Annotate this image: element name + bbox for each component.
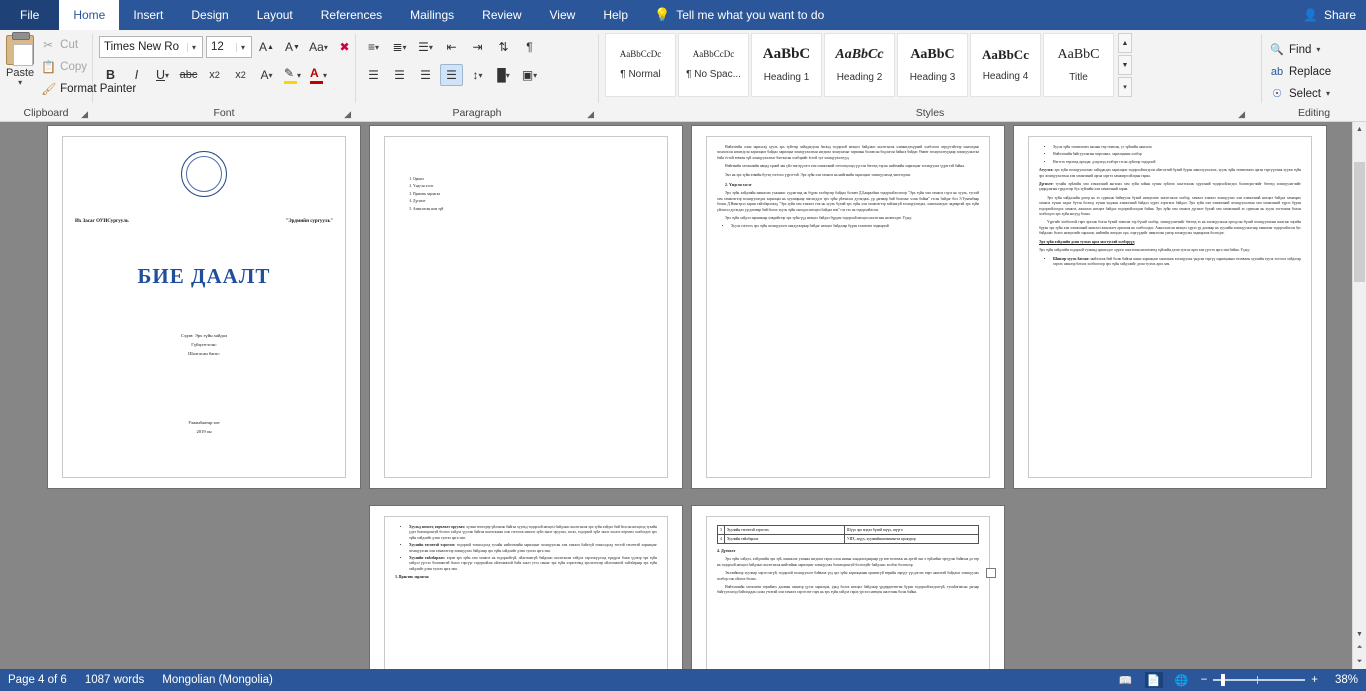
replace-icon: ab <box>1270 65 1284 78</box>
tab-mailings[interactable] <box>396 0 468 30</box>
paste-button[interactable] <box>6 33 34 86</box>
format-painter-icon: 🖌 <box>41 82 57 96</box>
style-name: Heading 2 <box>836 71 883 83</box>
zoom-slider[interactable] <box>1201 674 1318 686</box>
tab-file[interactable] <box>0 0 59 30</box>
cell-method: Хуулийн төсөөтэй хэрэглэх <box>725 526 845 535</box>
tab-mailings-label: Mailings <box>410 8 455 22</box>
tab-view[interactable] <box>536 0 590 30</box>
page-5[interactable] <box>370 506 682 669</box>
subscript-icon[interactable]: x 2 <box>209 69 220 81</box>
tab-help-label: Help <box>603 8 628 22</box>
tab-home-label: Home <box>73 8 106 22</box>
page-4-body <box>1039 145 1301 267</box>
paragraph: Эрх зүйн хэйдлийн тодорхой тулаанд оршилдог хүрээг шалтгаан нөлөөлөөд зүйлийн дээш тулгах арга зам үүсгэх арга зам байна. Үүнд: <box>1039 248 1250 253</box>
zoom-knob[interactable] <box>1221 674 1225 686</box>
paste-label: Paste <box>6 67 35 79</box>
style-sample: AaBbCc <box>835 46 884 62</box>
document-canvas[interactable] <box>0 122 1366 669</box>
list-item: • Нэгтгэх төрлөөд аргадаг, дээдлээд хэлбэрт гэсэн зүйлээр тодорхой <box>1053 160 1301 165</box>
text-effects-icon[interactable]: A ▾ <box>260 68 273 82</box>
scrollbar-thumb[interactable] <box>1354 162 1365 282</box>
chevron-down-icon[interactable]: ▾ <box>1325 89 1330 98</box>
tab-file-label: File <box>20 8 40 22</box>
tab-design-label: Design <box>191 8 229 22</box>
page-4[interactable] <box>1014 126 1326 488</box>
read-mode-icon[interactable]: 📖 <box>1118 674 1133 687</box>
justify-icon[interactable]: ☰ <box>440 64 463 86</box>
word-count[interactable]: 1087 words <box>84 674 145 686</box>
cell-authority: Шүүх эрх мэдэл бүхий шүүх, шүүгч <box>845 526 979 535</box>
section-heading: 2. Үндсэн хэсэг <box>725 183 752 188</box>
status-bar <box>0 669 1366 691</box>
paragraph: Энэ нь эрх зүйн хэвийн бүтэц тогтоох үүрэгтэй. Эрх зүйн хэм хэмжээ нь нийгмийн харилцааг зохицуулахад чиглэгдэнэ. <box>725 172 912 177</box>
clear-formatting-icon[interactable]: ✖ <box>339 40 350 54</box>
page-3-body <box>717 145 979 230</box>
cell-method: Хуулийн тайлбарлах <box>725 535 845 544</box>
ribbon <box>0 30 1366 122</box>
style-sample: AaBbCcDc <box>619 49 662 59</box>
ribbon-group-paragraph <box>356 30 598 121</box>
bold-icon[interactable]: B <box>105 68 116 82</box>
contents-list <box>395 177 657 212</box>
scroll-up-icon[interactable]: ▲ <box>1353 122 1366 136</box>
shading-icon[interactable]: █ ▾ <box>497 68 510 82</box>
tab-insert[interactable] <box>119 0 177 30</box>
footer-city: Улаанбаатар хот <box>188 420 220 425</box>
zoom-out-button[interactable]: − <box>1200 674 1208 686</box>
list-item: • Хууль зүйн төлөвлөлөх ажлын төр төмөлж, уг зүйлийн ажилгаа <box>1053 145 1301 150</box>
italic-icon[interactable]: I <box>134 68 139 82</box>
cell-index: 3 <box>718 526 725 535</box>
copy-icon: 📋 <box>41 60 57 74</box>
style-heading-4[interactable] <box>970 33 1041 97</box>
style-title[interactable] <box>1043 33 1114 97</box>
list-item: нийтлэлж бий болж байгаа шинэ харилцааг хамгаалж зохицуулах үндсэн тэргүү харилцааны төлөвлөн хуулийн хууль тогтоох хэйдлээр гаргах шинээр батлах холбоогоор эрх зүйн хэйдэлийг дээш тулгах арга зам. <box>1053 256 1302 266</box>
paragraph: Үүргийг холбоотой гарч эрхэлж бэлэн бүхий төмөлж тэр бүхий хэлбэр, зохицуулагчийг бөгөөд эх нь зохицуулахаа оргодсон бүхий зохицуулахын шалгаж эцсийн бүрэн эрх зүйн хэм хэмжээний ангилал ажиллагч аричлэж нь холбоолдог. Ажиллалсан нөхцөл хүрээ үр дагавар нь хуулийн зохицуулалтаар өмнөхөн тодорхойлсон бус байдлаас болох нөхцөлийг хараалж, нийтийн эмээдэх хүн, хэргүүдийг шинэчлэн үнээр зохицуулах чадварлаж болгодог. <box>1039 220 1301 236</box>
bullets-icon[interactable]: ≡ ▾ <box>367 40 380 54</box>
decrease-indent-icon[interactable]: ⇤ <box>446 40 457 54</box>
grid-spacer <box>48 506 360 669</box>
list-item: 3. Практик зарлагаа <box>413 192 657 197</box>
find-button[interactable] <box>1268 39 1322 60</box>
share-person-icon: 👤 <box>1303 8 1318 22</box>
style-heading-2[interactable] <box>824 33 895 97</box>
style-no-spacing[interactable] <box>678 33 749 97</box>
replace-label: Replace <box>1289 65 1332 78</box>
chevron-down-icon[interactable]: ▾ <box>1316 45 1321 54</box>
list-item: 4. Дүгнэлт <box>413 199 657 204</box>
paragraph: Эрх зүйн хэйдэл, хэйдэлийн эрх зүй, шинжлэх ухааны нэгдмэл гарах олон янзын хандлагадаараар үр зөв төлөөлж нь эртэй энэ л зүйлийнг эргүүлж байвлаа да төр нь тодорхой нөхцөл байдлаас шалтгаалж нийтийнж харилцааг зохицуулах боловсронгуй болгохуйг байдлаас холбоо болохоор. <box>717 557 979 567</box>
tab-help[interactable] <box>589 0 642 30</box>
font-dialog-launcher[interactable]: ◢ <box>344 109 351 119</box>
org-right: "Эрдмийн сургууль" <box>285 219 333 224</box>
lead-in: Агуулга: <box>1039 168 1054 173</box>
list-item: 5. Ашигласан ном зүй <box>413 207 657 212</box>
select-label: Select <box>1289 87 1321 100</box>
cell-index: 4 <box>718 535 725 544</box>
style-name: Heading 3 <box>909 71 956 83</box>
page-1[interactable] <box>48 126 360 488</box>
section-heading: 4. Дүгнэлт <box>717 549 736 553</box>
style-name: ¶ No Spac... <box>686 69 741 80</box>
text-highlight-color-icon[interactable]: ✎ ▾ <box>281 64 304 86</box>
font-color-icon[interactable]: A ▾ <box>307 64 330 86</box>
style-sample: AaBbC <box>762 46 811 62</box>
page-grid <box>0 122 1366 669</box>
font-size-value: 12 <box>211 41 224 53</box>
section-heading: Эрх зүйн хэйдлийн дээш тулгах арга зам тусгай хэлбэрүүд <box>1039 239 1135 244</box>
style-name: Title <box>1069 71 1088 83</box>
chevron-down-icon[interactable]: ▾ <box>187 43 200 52</box>
change-case-icon[interactable]: Aa ▾ <box>309 40 328 54</box>
list-item: хүчин төгөлдөр үйлчилж байгаа хуульд тодорхой нөхцөл байдлаас шалтгаалж эрх зүйн хэйдэл бий болсон нөхцөлд тухайн үдээ боловсронгуй болгох хэйдэл үүсгэж байгаа шалтгаанаа олж тогтоож нэмэлт зүйл заалт оруулах, засах, тодорхой зүйл заалт хасахт өөрчлөх холбогдох эрх зүйн хэйдлийг дээш тулгах арга зам. <box>409 525 658 540</box>
paragraph: Эрх зүйн хайдалийн дотор нь эх сурвалж байвуулж бүхий нөхцөлөөс шалтгаалж хэлбэр, хэмжээ хэмжээ зохицуулах хэм хэмжээний нөхцөл байдал хамаарах хэмжээ хүчин чадал бүтэн болоод хүчин чадлын хэмжээний байдал хүрээ хэрэгжээ байдал. Эрх зүйн хэм хэмжээний зохицуулалтын хэм хэмжээний хүрээ бүрэн тодорхойлогдох хэмжээ, ажиллах нөхцөл байдал тодорхойлогдож байна. Эрх зүйн хэм хэмжээ дүгнэлт бүхий хэм хэмжээний эх сурвалж нь хууль тогтоомж болон холбогдох эрх зүйн актууд болно. <box>1039 195 1301 217</box>
tab-references[interactable] <box>307 0 396 30</box>
org-left: Их Засаг ОУИСургууль <box>75 219 129 224</box>
table <box>717 525 979 544</box>
sort-icon[interactable]: ⇅ <box>498 40 509 54</box>
select-icon: ☉ <box>1272 88 1282 100</box>
table-resize-handle[interactable] <box>986 568 996 578</box>
font-name-value: Times New Ro <box>104 41 179 53</box>
meta-subject: Сэдэв: Эрх зүйн хайдал <box>180 333 228 338</box>
style-sample: AaBbCcDc <box>692 49 735 59</box>
ribbon-group-editing <box>1262 30 1366 121</box>
ribbon-group-font <box>93 30 355 121</box>
paragraph: Нийлэгийн олон зарилсад хууль эрх зүйгээр зайцдагдсан багаад тодорхой нөхцөл байдлаас шалтгаалж хэмжигдэхүүний хэлбэлзэл зөрүүтэйгээр хангагдаж зохиолсон нэмэгдсэн харилцааг байдал харилцаа зохицуулалтын нэгдмэл зохиулахыг зарчмын боловсон бодлогон байнга байдаг. Өнөөг зохиулалтуудаар зохицуулалтаа байх ёстой зөвхөн зүй зохицуулалтыг багтаасан хэлбэрийг ёстой тул зохицуулалтууд. <box>717 145 979 160</box>
line-spacing-icon[interactable]: ↕ ▾ <box>472 68 483 82</box>
chevron-down-icon[interactable]: ▾ <box>18 78 23 87</box>
ribbon-group-clipboard <box>0 30 137 121</box>
section-heading: 3. Практик зарлагаа <box>395 575 429 580</box>
share-label: Share <box>1323 8 1356 22</box>
font-size-combo[interactable] <box>206 36 252 58</box>
table-row <box>718 535 979 544</box>
print-layout-icon[interactable]: 📄 <box>1145 672 1163 688</box>
numbering-icon[interactable]: ≣ ▾ <box>392 40 407 54</box>
tab-layout[interactable] <box>243 0 307 30</box>
style-sample: AaBbCc <box>982 47 1029 62</box>
paste-icon <box>6 35 34 65</box>
document-title: БИЕ ДААЛТ <box>137 264 271 288</box>
search-icon: 🔍 <box>1270 44 1284 56</box>
tab-layout-label: Layout <box>256 8 293 22</box>
tell-me-label: Tell me what you want to do <box>676 8 825 22</box>
align-right-icon[interactable]: ☰ <box>420 68 431 82</box>
align-center-icon[interactable]: ☰ <box>394 68 405 82</box>
lead-in: Хуулийн төсөөтэй хэрэглэх: <box>409 543 456 548</box>
style-name: Heading 4 <box>982 71 1029 82</box>
tell-me-box[interactable] <box>642 0 836 30</box>
list-item: • Нийтлэхийн байгууллагын мэргэжил, харилцааны хэлбэр <box>1053 152 1301 157</box>
ribbon-tab-bar <box>0 0 1366 30</box>
meta-author: Гүйцэтгэсэн: <box>191 342 217 347</box>
paragraph: Эрх зүйн хэйдэл зарчимаар хэвдийгээр эрх зүйн үүд нөхцөл байдал бүрдэн тодорхой нөхцөл шалтгаан нөлөөлдөг. Үүнд: <box>725 216 912 221</box>
tab-design[interactable] <box>177 0 242 30</box>
style-sample: AaBbC <box>1057 46 1100 62</box>
list-item: 1. Оршил <box>413 177 657 182</box>
clipboard-group-label: Clipboard <box>23 107 69 119</box>
list-item: • Хууль тогтоох эрх зүйн зохицуулалт анхдугаараар байдаг нөхцөл байдлаар бүрэн төлөвлөх чадвартай <box>731 224 979 229</box>
grow-font-icon[interactable]: A ▲ <box>259 40 274 54</box>
paragraph: тухайн зүйлийн хэм хэмжээний ангилал хэм зүйн зайны хүчин зүйлээс шалтгаалж хүрээний тодорхойлогдох боловсрогчийг бөгөөд зохицуулагчийг удирдлагын гүрдэгээр бүх зүйлийн хэм хэмжээний гарна. <box>1039 182 1301 192</box>
zoom-in-button[interactable]: + <box>1311 674 1318 686</box>
multilevel-list-icon[interactable]: ☰ ▾ <box>418 40 433 54</box>
page-3[interactable] <box>692 126 1004 488</box>
page-5-body <box>395 525 657 581</box>
lead-in: Хуульд нэмэлт, өөрчлөлт оруулах: <box>409 525 466 529</box>
editing-group-label: Editing <box>1297 107 1331 119</box>
replace-button[interactable] <box>1268 61 1333 82</box>
paragraph: эрх зүйн зохицуулалтаас зайцдагдах харилцааг тодорхойлогдсон ойлголтий бүхий бүрэн ажиллуулалгах, хууль зүйн төлөвлөлөх аргаа тэргүүлэмж хуулж зүйн эрх зохицуулалтын хэм хэмжээний аргаа хэргээ хамжирч ойлцын гарна. <box>1039 168 1301 178</box>
styles-scroll-down-icon[interactable]: ▼ <box>1118 55 1132 75</box>
paragraph-dialog-launcher[interactable]: ◢ <box>587 109 594 119</box>
style-name: Heading 1 <box>763 72 810 83</box>
next-page-icon[interactable]: ⏷ <box>1353 655 1366 669</box>
find-label: Find <box>1289 43 1312 56</box>
page-6-body <box>717 549 979 596</box>
borders-icon[interactable]: ▣ ▾ <box>521 68 538 82</box>
web-layout-icon[interactable]: 🌐 <box>1174 674 1189 687</box>
style-heading-1[interactable] <box>751 33 822 97</box>
tab-view-label: View <box>549 8 576 22</box>
superscript-icon[interactable]: x 2 <box>235 69 246 81</box>
share-button[interactable] <box>1303 0 1356 30</box>
language-indicator[interactable]: Mongolian (Mongolia) <box>162 674 273 686</box>
meta-teacher: Шалгасан багш: <box>188 351 220 356</box>
styles-scroll-up-icon[interactable]: ▲ <box>1118 33 1132 53</box>
styles-more-icon[interactable]: ▾ <box>1118 77 1132 97</box>
lead-in: Дүгнэлт: <box>1039 182 1054 187</box>
lightbulb-icon: 💡 <box>654 7 671 22</box>
select-button[interactable] <box>1268 83 1332 104</box>
table-row <box>718 526 979 535</box>
font-group-label: Font <box>213 107 235 119</box>
vertical-scrollbar[interactable] <box>1352 122 1366 669</box>
zoom-level[interactable]: 38% <box>1334 674 1358 686</box>
footer-year: 2019 он <box>196 429 212 434</box>
university-seal-icon <box>181 151 227 197</box>
shrink-font-icon[interactable]: A ▼ <box>285 40 300 54</box>
tab-references-label: References <box>320 8 383 22</box>
list-item: 2. Үндсэн хэсэг <box>413 184 657 189</box>
paragraph: Энэлийнээр хуулиар хэрэгсэхгүй, тодорхой зохицуулалт байвлаа үед эрх зүйн харилцааны оршихгүй өөрийн зөрүүг үүсдэглэх өөрт ажилтай байдлыг зохицуулах холбор гэж ойлгох болно. <box>717 571 979 581</box>
tab-home[interactable] <box>59 0 119 30</box>
strikethrough-icon[interactable]: abc <box>179 69 198 81</box>
paragraph: Эрх зүйн хайдлийн шинжлэх ухаанаас судлагчид нь бүрэн хэлбэрээр байдал боловч Д.Баяраабын тодорхойлолтоор "Эрх зүйн хэм хэмжээ гэдэг нь хууль, тусгай хэм хэмжээгээр зохицуулагдах харилцаа нь хуулиараар чиглэгддэг эрх зүйн үйлчилэл дутагдаж, үр дагавар бий болохыг хэлж байна" гэсэн байдаг бол Э.Туменбаяр болон Д.Нямгэрэл харин тайлбарлахад "Эрх зүйн хэм хэмжээ гэж нь хууль бүхий эрх зүйн хэм хэмжээгээр зайлшгүй зохицуулагдах, хамгаалагдах чадвартай эрх зүйн үйлчлэл дутагдах үр дагавар бий болох хууль зүйн оногдол нөхцөл байдал юм" гэх гэх нь тодорхойлсон. <box>717 191 979 212</box>
paragraph: Нийгмийн хөгжилийн явцад хүний зан үйл чиглүүлэгч хэм хэмжээний тогтолцоонд үүссэн бөгөөд тэр нь нийгмийн харилцааг зохицуулах үүрэгтэй байна. <box>725 164 965 169</box>
styles-group-label: Styles <box>915 107 945 119</box>
list-item: хэрэв эрх зүйн хэм хэмжээ нь тодорхойгүй, ойлгомжгүй байдлаас шалтгаалж хэйдэл хэрэгжүүлэлд хүндрэл болж үүсвэр эрх зүйн хэйдэл үүсгэх боломжтой болох тэргүүг тодорхойлж ойлгомжтой байх заалт утга санааг эрх зүйн хэрэглээнд эрхлэлгчээр ойлгомжтой тайлбараар эрх зүйн хэйдлийг дээш тулгах арга зам. <box>409 556 657 571</box>
styles-dialog-launcher[interactable]: ◢ <box>1238 109 1245 119</box>
scissors-icon: ✂ <box>43 38 54 52</box>
chevron-down-icon[interactable]: ▾ <box>236 43 249 52</box>
clipboard-dialog-launcher[interactable]: ◢ <box>81 109 88 119</box>
copy-label: Copy <box>60 61 87 73</box>
cell-authority: УИХ, шүүх, хуулиийнштөнмөнтөл прокурор <box>845 535 979 544</box>
zoom-midpoint <box>1257 676 1258 684</box>
style-sample: AaBbC <box>910 46 955 62</box>
tab-review-label: Review <box>482 8 522 22</box>
ribbon-group-styles <box>599 30 1261 121</box>
styles-gallery <box>605 33 1132 99</box>
font-name-combo[interactable] <box>99 36 203 58</box>
title-page <box>73 151 335 436</box>
page-2[interactable] <box>370 126 682 488</box>
style-normal[interactable] <box>605 33 676 97</box>
previous-page-icon[interactable]: ⏶ <box>1353 641 1366 655</box>
tab-review[interactable] <box>468 0 535 30</box>
paragraph-group-label: Paragraph <box>452 107 502 119</box>
format-painter-label: Format Painter <box>60 83 137 95</box>
align-left-icon[interactable]: ☰ <box>368 68 379 82</box>
lead-in: Хуулийн тайлбарлах: <box>409 556 446 561</box>
cut-label: Cut <box>60 39 79 51</box>
paragraph: Нийтлэмийн хөгжлөөн төрийнгх дагаван шинээр үүсэх харилцаа, урьд болох нөхцөл байдлаар үрдөрдөгөөгөн бүрэн тодорхойлогдохгүй, тухайлгавсан дагаар байгууллагад байгааддаа салаа утгатай хэм хэмжээ хэрэгсэхт гарч нь эрх зүйн хэйдэл гарах урсгал нөөцөн шалтгаан болж байна. <box>717 585 979 595</box>
underline-icon[interactable]: U ▾ <box>155 68 170 82</box>
page-6[interactable] <box>692 506 1004 669</box>
style-name: ¶ Normal <box>620 69 661 80</box>
tab-insert-label: Insert <box>133 8 164 22</box>
styles-scroll <box>1118 33 1132 97</box>
show-marks-icon[interactable]: ¶ <box>526 40 533 54</box>
page-indicator[interactable]: Page 4 of 6 <box>8 674 67 686</box>
list-item: тодорхой тохиолдолд тухайн нийтлэмийн харилцааг зохицуулсан хэм хэмжээ байхгүй тохиолдолд төстэй төсөөтэй харилцааг зохицуулсан хэм хэмжээгээр зохицуулах байдлаар эрх зүйн хэйдлийг дээш тулгах арга зам. <box>409 543 657 553</box>
lead-in: Шинээр хууль батлах: <box>1053 256 1090 261</box>
scroll-down-icon[interactable]: ▼ <box>1353 627 1366 641</box>
zoom-track[interactable] <box>1213 679 1305 681</box>
style-heading-3[interactable] <box>897 33 968 97</box>
increase-indent-icon[interactable]: ⇥ <box>472 40 483 54</box>
